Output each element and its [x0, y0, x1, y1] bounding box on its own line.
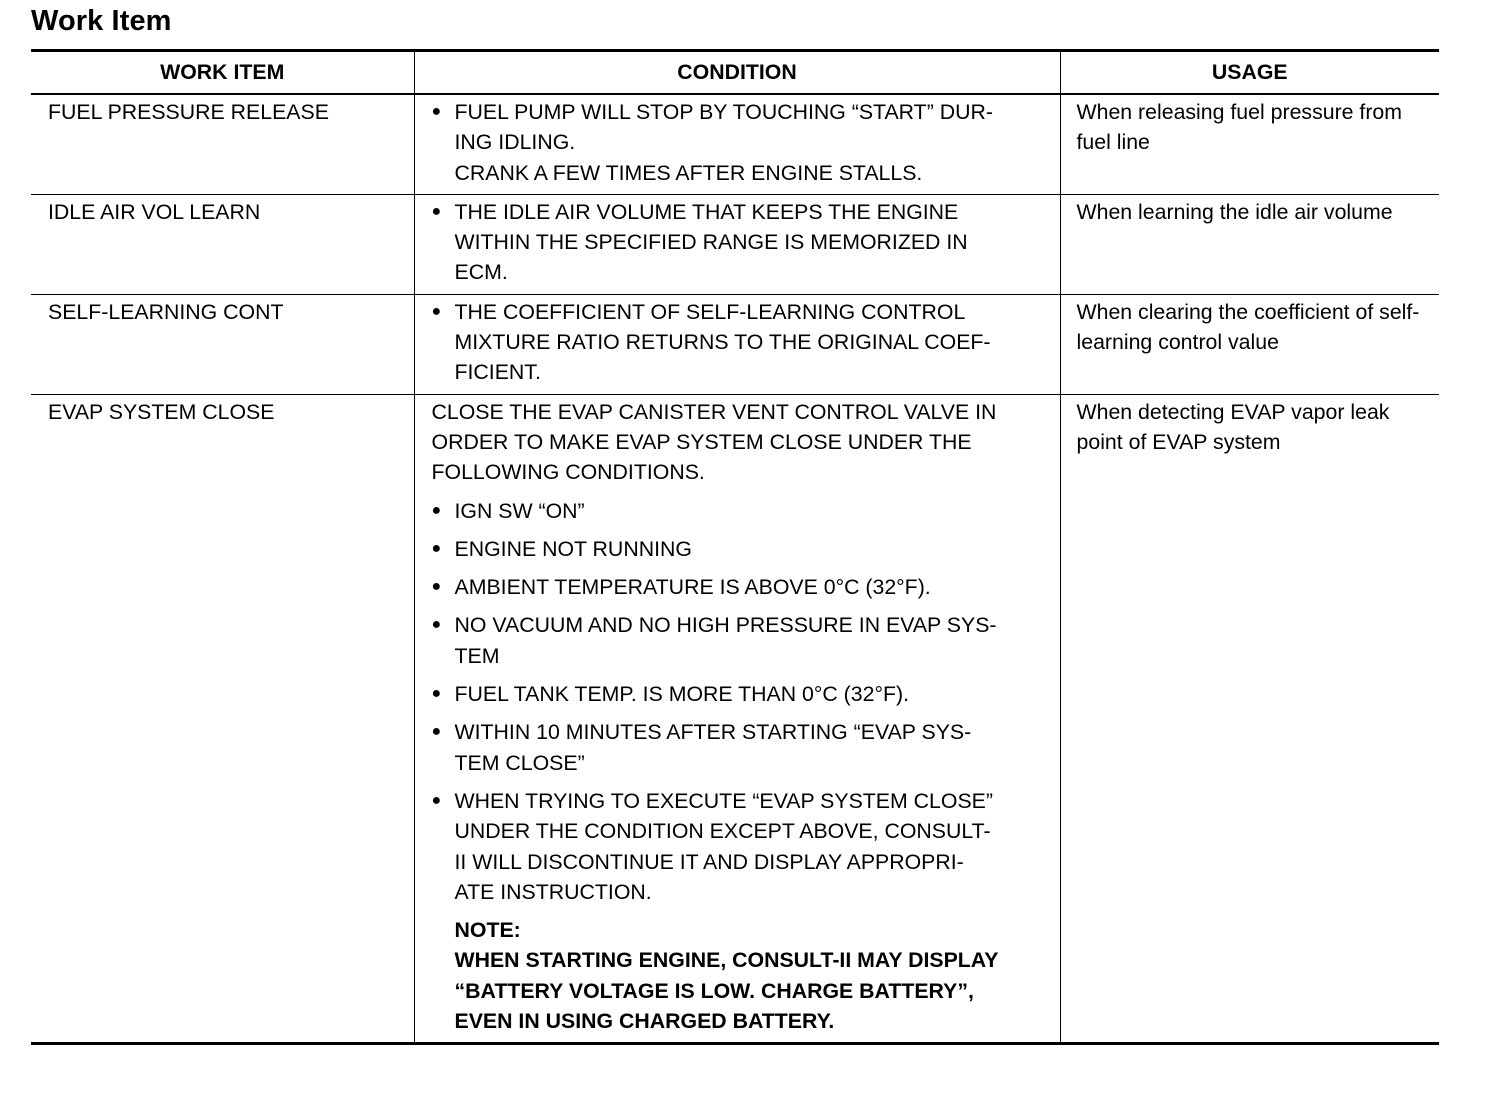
usage-cell: When learning the idle air volume: [1060, 194, 1439, 294]
condition-bullet: [432, 717, 1052, 778]
condition-bullet: [432, 610, 1052, 671]
table-row: [31, 394, 1439, 1044]
condition-line: CLOSE THE EVAP CANISTER VENT CONTROL VALVE IN: [431, 399, 997, 424]
column-header-condition: CONDITION: [414, 51, 1060, 95]
condition-line: FUEL PUMP WILL STOP BY TOUCHING “START” DUR-: [454, 100, 993, 124]
condition-line: ECM.: [454, 260, 508, 285]
condition-cell: [414, 194, 1060, 294]
column-header-work-item: WORK ITEM: [160, 60, 285, 85]
condition-line: FOLLOWING CONDITIONS.: [431, 460, 705, 485]
work-item-cell: IDLE AIR VOL LEARN: [48, 199, 261, 224]
work-item-cell: EVAP SYSTEM CLOSE: [48, 399, 275, 424]
note-line: EVEN IN USING CHARGED BATTERY.: [454, 1009, 835, 1034]
work-item-cell: FUEL PRESSURE RELEASE: [48, 100, 329, 124]
condition-line: TEM: [454, 643, 500, 668]
work-item-table: [31, 49, 1439, 1045]
condition-line: WITHIN 10 MINUTES AFTER STARTING “EVAP SYS-: [454, 720, 972, 745]
condition-line: ATE INSTRUCTION.: [454, 879, 652, 904]
table-row: [31, 294, 1439, 394]
note-line: WHEN STARTING ENGINE, CONSULT-II MAY DISPLAY: [454, 948, 999, 973]
condition-line: THE COEFFICIENT OF SELF-LEARNING CONTROL: [454, 299, 966, 324]
condition-intro: [432, 397, 1052, 488]
condition-note: [432, 915, 1052, 1036]
condition-cell: [414, 394, 1060, 1044]
usage-cell: When releasing fuel pressure from fuel line: [1060, 94, 1439, 194]
bullet-icon: ●: [431, 103, 442, 120]
condition-bullet: [432, 97, 1052, 188]
work-item-cell: SELF-LEARNING CONT: [48, 299, 284, 324]
table-body: [31, 94, 1439, 1044]
note-line: “BATTERY VOLTAGE IS LOW. CHARGE BATTERY”,: [454, 978, 974, 1003]
condition-cell: [414, 294, 1060, 394]
condition-line: ORDER TO MAKE EVAP SYSTEM CLOSE UNDER THE: [431, 429, 972, 454]
table-header-row: [31, 51, 1439, 95]
condition-line: IGN SW “ON”: [454, 498, 585, 523]
usage-cell: When detecting EVAP vapor leak point of EVAP system: [1060, 394, 1439, 1044]
condition-bullet-list: [432, 496, 1052, 908]
condition-line: CRANK A FEW TIMES AFTER ENGINE STALLS.: [454, 160, 923, 185]
condition-line: II WILL DISCONTINUE IT AND DISPLAY APPROPRI-: [454, 849, 964, 874]
condition-line: WITHIN THE SPECIFIED RANGE IS MEMORIZED IN: [454, 230, 968, 255]
bullet-icon: ●: [431, 791, 442, 809]
condition-cell: [414, 94, 1060, 194]
bullet-icon: ●: [431, 202, 442, 220]
table-row: [31, 194, 1439, 294]
condition-line: NO VACUUM AND NO HIGH PRESSURE IN EVAP SYS-: [454, 613, 997, 638]
bullet-icon: ●: [431, 578, 442, 596]
condition-bullet: [432, 534, 1052, 564]
condition-line: UNDER THE CONDITION EXCEPT ABOVE, CONSULT-: [454, 819, 991, 844]
condition-bullet: [432, 786, 1052, 907]
condition-bullet: [432, 679, 1052, 709]
condition-line: FUEL TANK TEMP. IS MORE THAN 0°C (32°F).: [454, 682, 910, 707]
condition-bullet: [432, 572, 1052, 602]
condition-line: THE IDLE AIR VOLUME THAT KEEPS THE ENGINE: [454, 199, 959, 224]
condition-line: TEM CLOSE”: [454, 750, 585, 775]
condition-bullet-list: [432, 197, 1052, 288]
condition-line: ENGINE NOT RUNNING: [454, 536, 692, 561]
note-label: NOTE:: [454, 918, 521, 943]
page-title: Work Item: [31, 5, 172, 37]
condition-bullet: [432, 197, 1052, 288]
bullet-icon: ●: [431, 685, 442, 703]
bullet-icon: ●: [431, 723, 442, 741]
condition-bullet: [432, 297, 1052, 388]
bullet-icon: ●: [431, 501, 442, 519]
usage-cell: When clearing the coefficient of self-learning control value: [1060, 294, 1439, 394]
condition-line: ING IDLING.: [454, 130, 576, 155]
column-header-usage: USAGE: [1060, 51, 1439, 95]
condition-bullet-list: [432, 297, 1052, 388]
bullet-icon: ●: [431, 302, 442, 320]
condition-bullet: [432, 496, 1052, 526]
condition-bullet-list: [432, 97, 1052, 188]
condition-line: FICIENT.: [454, 360, 541, 385]
table-row: [31, 94, 1439, 194]
bullet-icon: ●: [431, 616, 442, 634]
bullet-icon: ●: [431, 539, 442, 557]
condition-line: AMBIENT TEMPERATURE IS ABOVE 0°C (32°F).: [454, 575, 931, 600]
condition-line: MIXTURE RATIO RETURNS TO THE ORIGINAL COEF-: [454, 330, 991, 355]
condition-line: WHEN TRYING TO EXECUTE “EVAP SYSTEM CLOSE”: [454, 788, 993, 813]
